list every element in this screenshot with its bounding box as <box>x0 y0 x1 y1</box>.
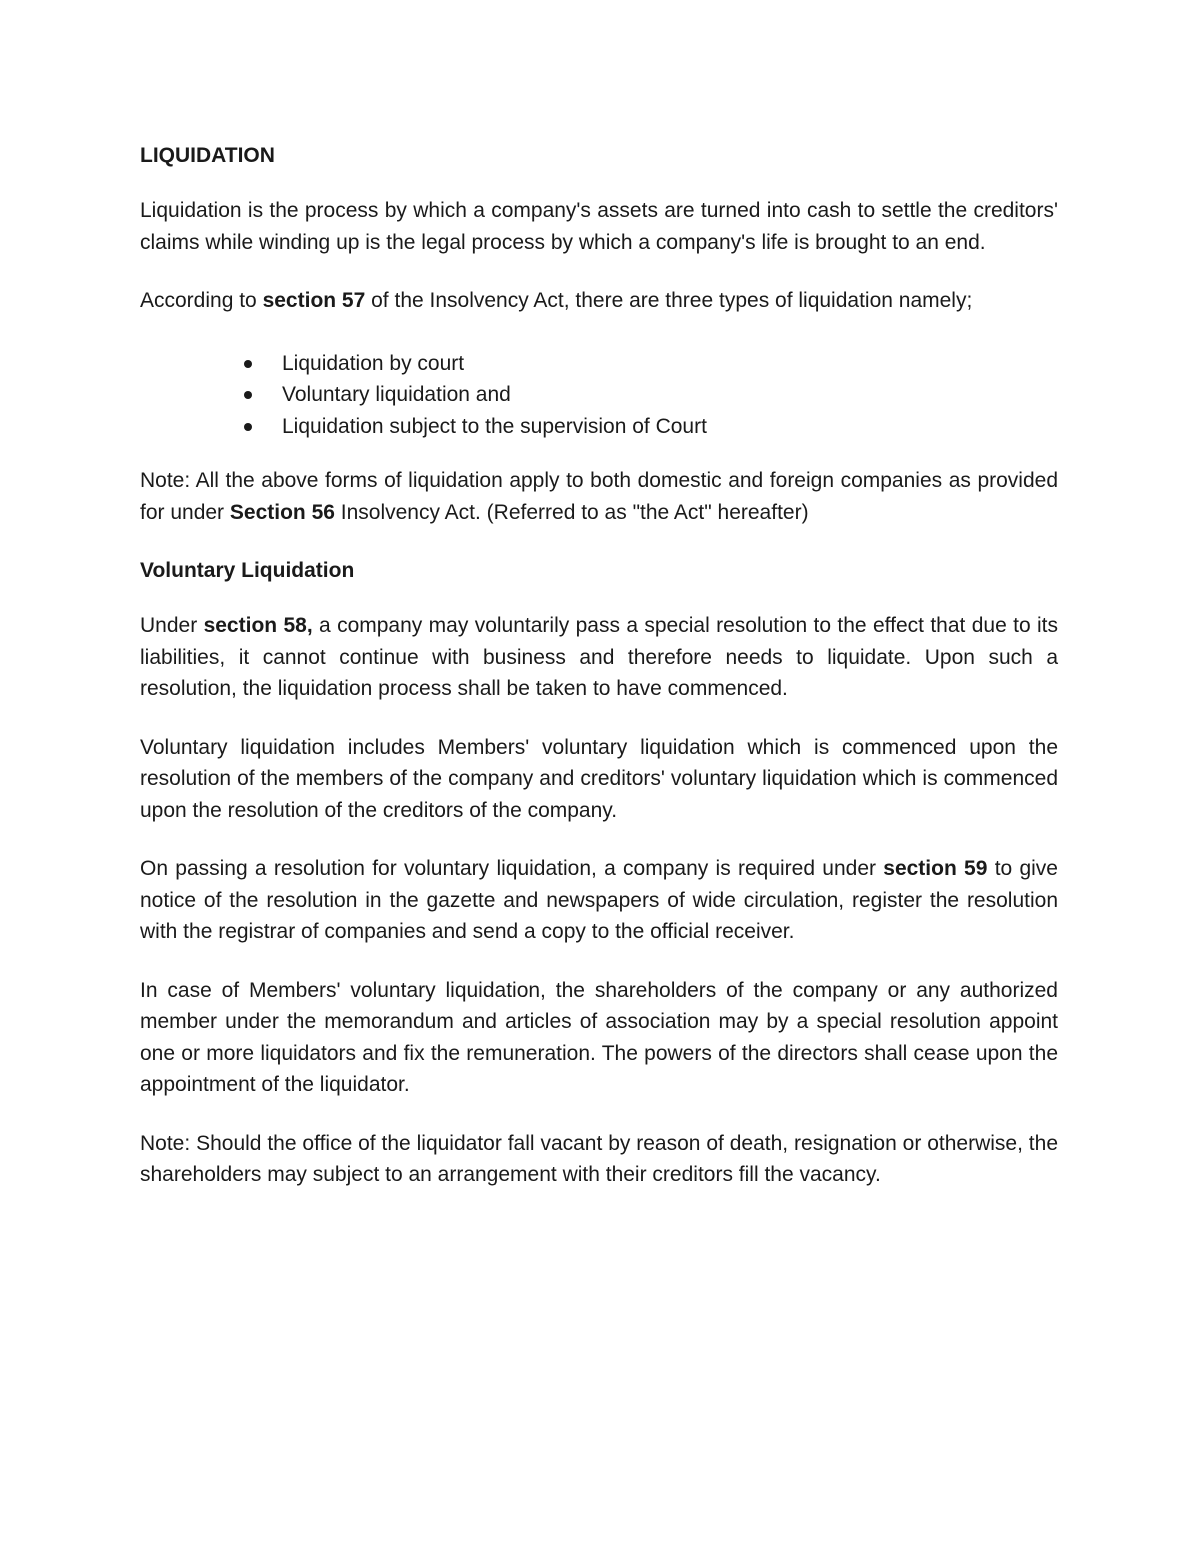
list-item <box>282 411 1058 443</box>
paragraph-section-58-after: a company may voluntarily pass a special resolution to the effect that due to its liabilities, it cannot continue with business and therefore needs to liquidate. Upon such a resolution, the liquidation process shall be taken to have commenced. <box>140 614 1059 700</box>
list-item <box>282 379 1058 411</box>
list-item <box>282 348 1058 380</box>
paragraph-members-voluntary: In case of Members' voluntary liquidation, the shareholders of the company or any authorized member under the memorandum and articles of association may by a special resolution appoint one or more liquidators and fix the remuneration. The powers of the directors shall cease upon the appointment of the liquidator. <box>140 978 1058 1096</box>
paragraph-section-59-after: to give notice of the resolution in the gazette and newspapers of wide circulation, register the resolution with the registrar of companies and send a copy to the official receiver. <box>140 857 1058 943</box>
paragraph-types-intro <box>140 285 1058 317</box>
bullet-icon <box>244 360 252 368</box>
list-item-text: Liquidation by court <box>282 351 465 375</box>
document-title: LIQUIDATION <box>140 144 275 167</box>
list-item-text: Liquidation subject to the supervision of Court <box>282 414 707 438</box>
paragraph-section-59 <box>140 853 1058 948</box>
heading-voluntary-liquidation: Voluntary Liquidation <box>140 559 355 582</box>
note-liquidator-vacancy: Note: Should the office of the liquidator fall vacant by reason of death, resignation or otherwise, the shareholders may subject to an arrangement with their creditors fill the vacancy. <box>140 1131 1058 1186</box>
paragraph-section-59-before: On passing a resolution for voluntary liquidation, a company is required under <box>140 857 884 880</box>
note-forms-apply <box>140 465 1058 528</box>
paragraph-definition: Liquidation is the process by which a company's assets are turned into cash to settle the creditors' claims while winding up is the legal process by which a company's life is brought to an end. <box>140 199 1058 254</box>
paragraph-voluntary-includes: Voluntary liquidation includes Members' voluntary liquidation which is commenced upon the resolution of the members of the company and creditors' voluntary liquidation which is commenced upon the resolution of the creditors of the company. <box>140 735 1058 822</box>
paragraph-types-intro-before: According to <box>140 289 263 312</box>
list-item-text: Voluntary liquidation and <box>282 383 511 406</box>
section-57-reference: section 57 <box>262 289 366 312</box>
note-forms-apply-after: Insolvency Act. (Referred to as "the Act" hereafter) <box>334 500 809 524</box>
paragraph-section-58 <box>140 610 1058 705</box>
section-56-reference: Section 56 <box>229 500 335 524</box>
note-forms-apply-before: Note: All the above forms of liquidation apply to both domestic and foreign companies as provided for under <box>140 469 1058 524</box>
section-59-reference: section 59 <box>883 857 988 880</box>
paragraph-types-intro-after: of the Insolvency Act, there are three types of liquidation namely; <box>365 289 973 312</box>
bullet-icon <box>244 423 252 431</box>
paragraph-section-58-before: Under <box>140 614 204 637</box>
bullet-icon <box>244 391 252 399</box>
section-58-reference: section 58, <box>203 614 313 637</box>
liquidation-types-list <box>140 348 1058 443</box>
